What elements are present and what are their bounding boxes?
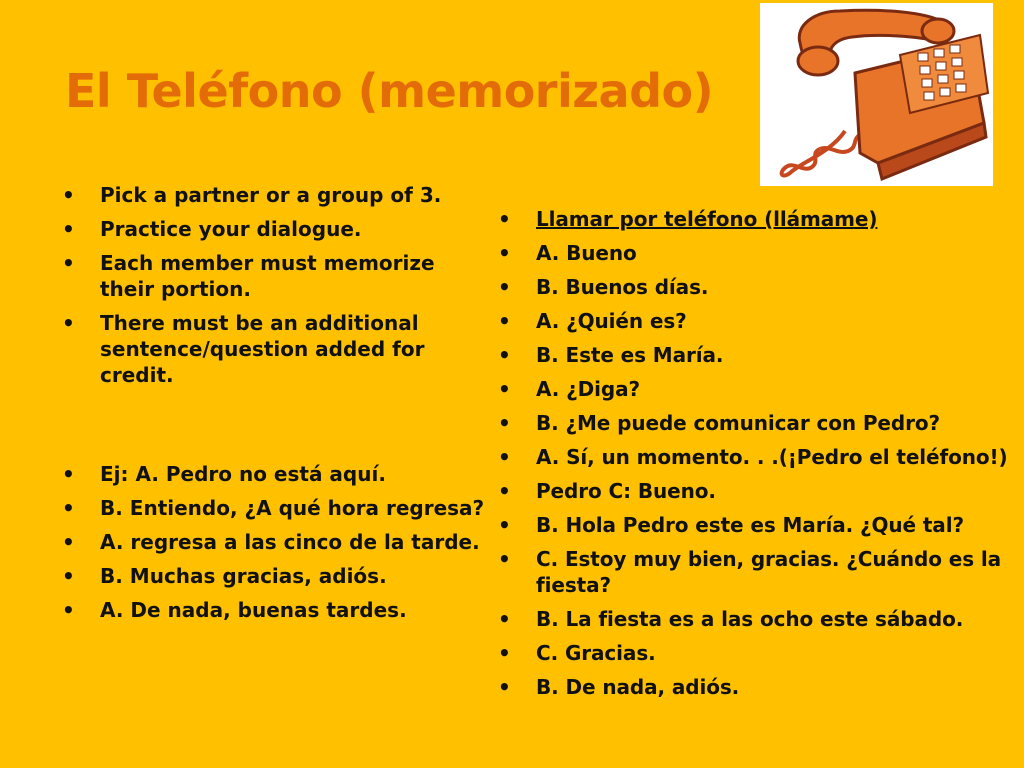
list-item: • There must be an additional sentence/question added for credit. xyxy=(62,310,492,388)
list-item: • A. ¿Diga? xyxy=(498,376,1023,402)
list-item: • Ej: A. Pedro no está aquí. xyxy=(62,461,492,487)
list-item: • B. La fiesta es a las ocho este sábado. xyxy=(498,606,1023,632)
list-item: • B. Hola Pedro este es María. ¿Qué tal? xyxy=(498,512,1023,538)
list-item: • A. Bueno xyxy=(498,240,1023,266)
dialogue-heading: • Llamar por teléfono (llámame) xyxy=(498,206,1023,232)
list-item: • B. Entiendo, ¿A qué hora regresa? xyxy=(62,495,492,521)
list-item: • B. ¿Me puede comunicar con Pedro? xyxy=(498,410,1023,436)
list-item: • A. regresa a las cinco de la tarde. xyxy=(62,529,492,555)
list-item: • B. Buenos días. xyxy=(498,274,1023,300)
list-item: • C. Estoy muy bien, gracias. ¿Cuándo es la fiesta? xyxy=(498,546,1023,598)
list-item: • C. Gracias. xyxy=(498,640,1023,666)
dialogue-list xyxy=(498,206,1023,708)
list-item: • B. De nada, adiós. xyxy=(498,674,1023,700)
list-item: • B. Muchas gracias, adiós. xyxy=(62,563,492,589)
telephone-image xyxy=(760,3,993,186)
telephone-icon xyxy=(760,3,993,186)
instructions-list xyxy=(62,182,492,396)
list-item: • A. De nada, buenas tardes. xyxy=(62,597,492,623)
example-list xyxy=(62,461,492,631)
list-item: • A. ¿Quién es? xyxy=(498,308,1023,334)
list-item: • Pedro C: Bueno. xyxy=(498,478,1023,504)
list-item: • Each member must memorize their portion. xyxy=(62,250,492,302)
list-item: • A. Sí, un momento. . .(¡Pedro el teléfono!) xyxy=(498,444,1023,470)
list-item: • Practice your dialogue. xyxy=(62,216,492,242)
slide-title: El Teléfono (memorizado) xyxy=(65,64,714,118)
list-item: • Pick a partner or a group of 3. xyxy=(62,182,492,208)
list-item: • B. Este es María. xyxy=(498,342,1023,368)
